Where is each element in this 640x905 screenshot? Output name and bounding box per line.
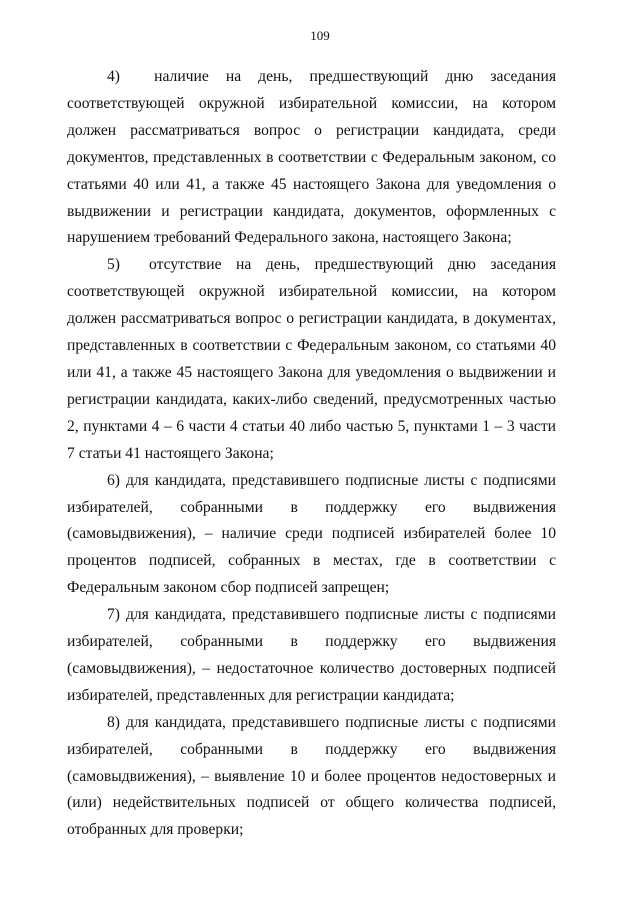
paragraph-item-6: 6) для кандидата, представившего подписные листы с подписями избирателей, собранными в поддержку его выдвижения (самовыдвижения), – наличие среди подписей избирателей более 10 процентов подписей, собранных в местах, где в соответствии с Федеральным законом сбор подписей запрещен;	[67, 471, 556, 597]
document-body	[67, 64, 556, 844]
paragraph-item-4: 4) наличие на день, предшествующий дню заседания соответствующей окружной избирательной комиссии, на котором должен рассматриваться вопрос о регистрации кандидата, среди документов, представленных в соответствии с Федеральным законом, со статьями 40 или 41, а также 45 настоящего Закона для уведомления о выдвижении и регистрации кандидата, документов, оформленных с нарушением требований Федерального закона, настоящего Закона;	[67, 68, 556, 247]
paragraph-item-7: 7) для кандидата, представившего подписные листы с подписями избирателей, собранными в поддержку его выдвижения (самовыдвижения), – недостаточное количество достоверных подписей избирателей, представленных для регистрации кандидата;	[67, 606, 556, 704]
page-number: 109	[310, 28, 330, 43]
paragraph-item-5: 5) отсутствие на день, предшествующий дню заседания соответствующей окружной избирательной комиссии, на котором должен рассматриваться вопрос о регистрации кандидата, в документах, представленных в соответствии с Федеральным законом, со статьями 40 или 41, а также 45 настоящего Закона для уведомления о выдвижении и регистрации кандидата, каких-либо сведений, предусмотренных частью 2, пунктами 4 – 6 части 4 статьи 40 либо частью 5, пунктами 1 – 3 части 7 статьи 41 настоящего Закона;	[67, 256, 556, 462]
paragraph-item-8: 8) для кандидата, представившего подписные листы с подписями избирателей, собранными в поддержку его выдвижения (самовыдвижения), – выявление 10 и более процентов недостоверных и (или) недействительных подписей от общего количества подписей, отобранных для проверки;	[67, 713, 556, 839]
